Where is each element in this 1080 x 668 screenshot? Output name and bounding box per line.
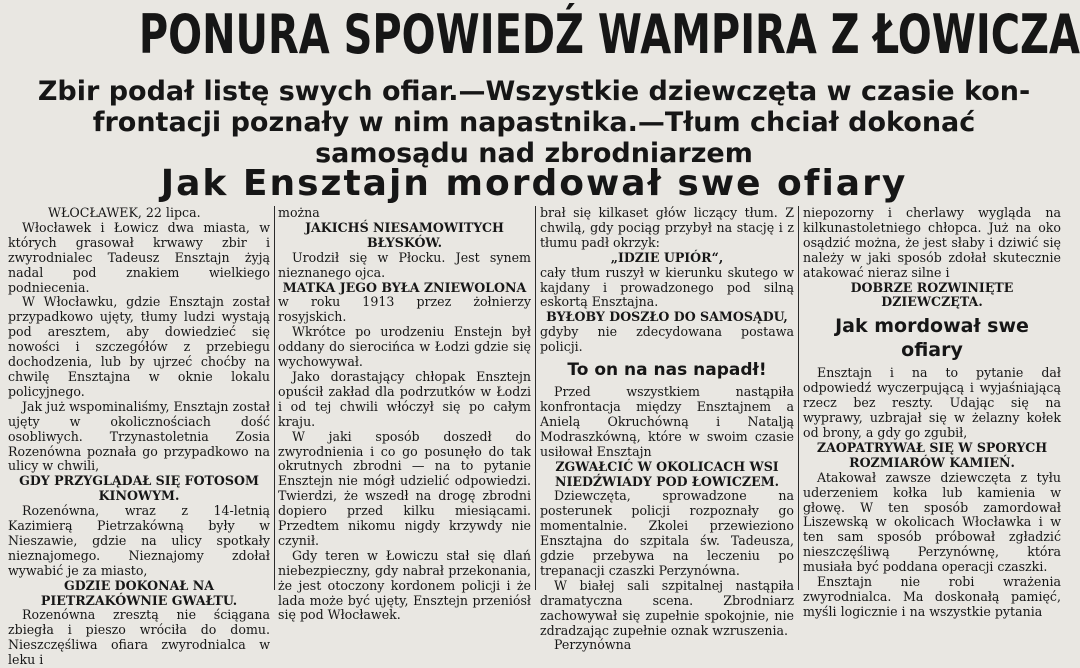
column-subheading: GDZIE DOKONAŁ NA PIETRZAKÓWNIE GWAŁTU. <box>40 577 238 608</box>
paragraph: Ensztajn nie robi wrażenia zwyrodnialca. Ma doskonałą pamięć, myśli logicznie i na wszystkie pytania <box>803 574 1061 619</box>
column-subheading: MATKA JEGO BYŁA ZNIEWOLONA <box>282 279 527 295</box>
paragraph: brał się kilkaset głów liczący tłum. Z chwilą, gdy pociąg przybył na stację i z tłumu padł okrzyk: <box>540 205 794 250</box>
paragraph: Przed wszystkiem nastąpiła konfrontacja między Ensztajnem a Anielą Okruchówną i Natalją Modraszkówną, które w swoim czasie usiłował Ensztajn <box>540 384 794 459</box>
paragraph: Ensztajn i na to pytanie dał odpowiedź wyczerpującą i wyjaśniającą rzecz bez reszty. Udając się na wyprawy, uzbrajał się w żelazny kołek od brony, a gdy go zgubił, <box>803 365 1061 440</box>
dateline: WŁOCŁAWEK, 22 lipca. <box>48 205 201 220</box>
paragraph: Wkrótce po urodzeniu Enstejn był oddany do sierocińca w Łodzi gdzie się wychowywał. <box>278 324 531 370</box>
paragraph: można <box>278 205 320 220</box>
paragraph: Jak już wspominaliśmy, Ensztajn został ujęty w okolicznościach dość osobliwych. Trzynastoletnia Zosia Rozenówna poznała go przypadkowo na ulicy w chwili, <box>8 398 270 474</box>
paragraph: W jaki sposób doszedł do zwyrodnienia i co go posunęło do tak okrutnych zbrodni — na to pytanie Ensztejn nie mógł udzielić odpowiedzi. Twierdzi, że wszedł na drogę zbrodni dopiero przed kilku miesiącami. Przedtem nikomu nigdy krzywdy nie czynił. <box>278 428 531 548</box>
paragraph: Atakował zawsze dziewczęta z tyłu uderzeniem kołka lub kamienia w głowę. W ten sposób zamordował Liszewską w okolicach Włocławka i w ten sam sposób próbował zgładzić nieszczęśliwą Perzynównę, która musiała być poddana operacji czaszki. <box>803 469 1061 575</box>
subheadline-line: frontacji poznały w nim napastnika.—Tłum chciał dokonać <box>92 107 976 138</box>
column-subheading: ZGWAŁCIĆ W OKOLICACH WSI NIEDŹWIADY POD ŁOWICZEM. <box>554 458 780 489</box>
paragraph: Jako dorastający chłopak Ensztejn opuścił zakład dla podrzutków w Łodzi i od tej chwili włóczył się po całym kraju. <box>278 368 531 429</box>
paragraph: Włocławek i Łowicz dwa miasta, w których grasował krwawy zbir i zwyrodnialec Tadeusz Ensztajn żyją nadal pod znakiem wielkiego podniecenia. <box>8 219 270 295</box>
column-subheading: DOBRZE ROZWINIĘTE DZIEWCZĘTA. <box>850 279 1014 310</box>
paragraph: Urodził się w Płocku. Jest synem nieznanego ojca. <box>278 249 531 280</box>
column-rule <box>798 206 799 590</box>
article-column-4 <box>803 205 1061 619</box>
article-column-3 <box>540 205 794 653</box>
column-rule <box>274 206 275 590</box>
paragraph: Rozenówna zresztą nie ściągana zbiegła i pieszo wróciła do domu. Nieszczęśliwa ofiara zwyrodnialca w leku i <box>8 607 270 668</box>
paragraph: Rozenówna, wraz z 14-letnią Kazimierą Pietrzakówną były w Nieszawie, gdzie na ulicy spotkały nieznajomego. Nieznajomy zdołał wywabić je za miasto, <box>8 503 270 578</box>
article-column-2 <box>278 205 531 623</box>
section-headline: Jak Ensztajn mordował swe ofiary <box>160 163 908 204</box>
subheadline-line: Zbir podał listę swych ofiar.—Wszystkie dziewczęta w czasie kon- <box>37 76 1031 107</box>
paragraph: W Włocławku, gdzie Ensztajn został przypadkowo ujęty, tłumy ludzi wystają pod aresztem, aby dowiedzieć się nowości i szczegółów z przebiegu dochodzenia, lub by ujrzeć choćby na chwilę Ensztajna w oknie lokalu policyjnego. <box>8 294 270 399</box>
paragraph: cały tłum ruszył w kierunku skutego w kajdany i prowadzonego pod silną eskortą Ensztajna. <box>540 264 794 310</box>
main-headline: PONURA SPOWIEDŹ WAMPIRA Z ŁOWICZA <box>138 3 1080 66</box>
subheadline <box>0 76 1068 169</box>
paragraph: Gdy teren w Łowiczu stał się dlań niebezpieczny, gdy nabrał przekonania, że jest otoczony kordonem policji i że lada może być ujęty, Ensztejn przeniósł się pod Włocławek. <box>278 547 531 623</box>
column-subheading: „IDZIE UPIÓR“, <box>610 249 724 265</box>
column-subheading: JAKICHŚ NIESAMOWITYCH BŁYSKÓW. <box>305 219 504 250</box>
column-subheading: ZAOPATRYWAŁ SIĘ W SPORYCH ROZMIARÓW KAMIEŃ. <box>816 439 1048 470</box>
column-subheading: GDY PRZYGLĄDAŁ SIĘ FOTOSOM KINOWYM. <box>19 473 259 504</box>
paragraph: gdyby nie zdecydowana postawa policji. <box>540 324 794 355</box>
paragraph: Perzynówna <box>554 637 632 653</box>
paragraph: w roku 1913 przez żołnierzy rosyjskich. <box>278 294 531 325</box>
subheadline-line: samosądu nad zbrodniarzem <box>315 138 753 169</box>
paragraph: W białej sali szpitalnej nastąpiła dramatyczna scena. Zbrodniarz zachowywał się zupełnie spokojnie, nie zdradzając zupełnie oznak wzruszenia. <box>540 577 794 638</box>
article-column-1 <box>8 205 270 668</box>
column-rule <box>535 206 536 590</box>
paragraph: niepozorny i cherlawy wygląda na kilkunastoletniego chłopca. Już na oko osądzić można, że jest słaby i dziwić się należy w jaki sposób zdołał skutecznie atakować nieraz silne i <box>803 205 1061 280</box>
column-subheading: BYŁOBY DOSZŁO DO SAMOSĄDU, <box>546 309 788 325</box>
column-heading: Jak mordował swe ofiary <box>835 315 1029 362</box>
paragraph: Dziewczęta, sprowadzone na posterunek policji rozpoznały go momentalnie. Zkolei przewieziono Ensztajna do szpitala św. Tadeusza, gdzie przebywa na leczeniu po trepanacji czaszki Perzynówna. <box>540 488 794 578</box>
column-heading: To on na nas napadł! <box>567 360 767 381</box>
